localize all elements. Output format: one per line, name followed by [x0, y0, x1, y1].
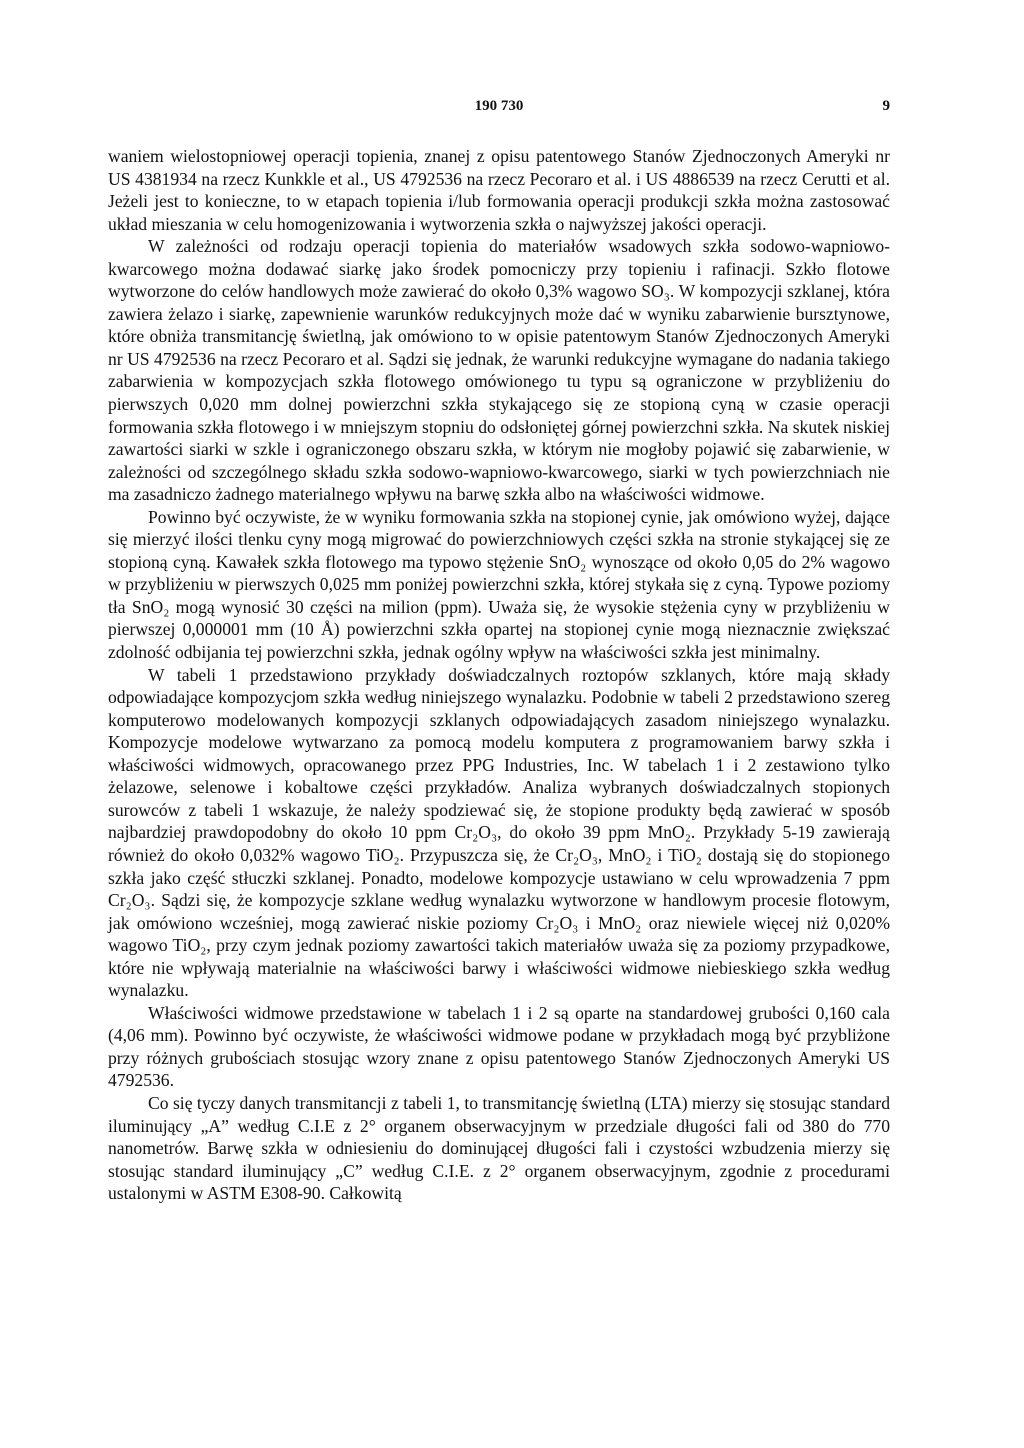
- paragraph: Właściwości widmowe przedstawione w tabelach 1 i 2 są oparte na standardowej grubości 0,160 cala (4,06 mm). Powinno być oczywiste, że właściwości widmowe podane w przykładach mogą być przybliżone przy różnych grubościach stosując wzory znane z opisu patentowego Stanów Zjednoczonych Ameryki US 4792536.: [108, 1002, 890, 1091]
- body-text: [108, 145, 890, 1205]
- paragraph: W tabeli 1 przedstawiono przykłady doświadczalnych roztopów szklanych, które mają składy odpowiadające kompozycjom szkła według niniejszego wynalazku. Podobnie w tabeli 2 przedstawiono szereg komputerowo modelowanych kompozycji szklanych odpowiadających zasadom niniejszego wynalazku. Kompozycje modelowe wytwarzano za pomocą modelu komputera z programowaniem barwy szkła i właściwości widmowych, opracowanego przez PPG Industries, Inc. W tabelach 1 i 2 zestawiono tylko żelazowe, selenowe i kobaltowe części przykładów. Analiza wybranych doświadczalnych stopionych surowców z tabeli 1 wskazuje, że należy spodziewać się, że stopione produkty będą zawierać w sposób najbardziej prawdopodobny do około 10 ppm Cr₂O₃, do około 39 ppm MnO₂. Przykłady 5-19 zawierają również do około 0,032% wagowo TiO₂. Przypuszcza się, że Cr₂O₃, MnO₂ i TiO₂ dostają się do stopionego szkła jako część stłuczki szklanej. Ponadto, modelowe kompozycje ustawiano w celu wprowadzenia 7 ppm Cr₂O₃. Sądzi się, że kompozycje szklane według wynalazku wytworzone w handlowym procesie flotowym, jak omówiono wcześniej, mogą zawierać niskie poziomy Cr₂O₃ i MnO₂ oraz niewiele więcej niż 0,020% wagowo TiO₂, przy czym jednak poziomy zawartości takich materiałów uważa się za poziomy przypadkowe, które nie wpływają materialnie na właściwości barwy i właściwości widmowe niebieskiego szkła według wynalazku.: [108, 664, 890, 1001]
- paragraph: Co się tyczy danych transmitancji z tabeli 1, to transmitancję świetlną (LTA) mierzy się stosując standard iluminujący „A” według C.I.E z 2° organem obserwacyjnym w przedziale długości fali od 380 do 770 nanometrów. Barwę szkła w odniesieniu do dominującej długości fali i czystości wzbudzenia mierzy się stosując standard iluminujący „C” według C.I.E. z 2° organem obserwacyjnym, zgodnie z procedurami ustalonymi w ASTM E308-90. Całkowitą: [108, 1092, 890, 1204]
- paragraph: W zależności od rodzaju operacji topienia do materiałów wsadowych szkła sodowo-wapniowo-kwarcowego można dodawać siarkę jako środek pomocniczy przy topieniu i rafinacji. Szkło flotowe wytworzone do celów handlowych może zawierać do około 0,3% wagowo SO₃. W kompozycji szklanej, która zawiera żelazo i siarkę, zapewnienie warunków redukcyjnych może dać w wyniku zabarwienie bursztynowe, które obniża transmitancję świetlną, jak omówiono to w opisie patentowym Stanów Zjednoczonych Ameryki nr US 4792536 na rzecz Pecoraro et al. Sądzi się jednak, że warunki redukcyjne wymagane do nadania takiego zabarwienia w kompozycjach szkła flotowego omówionego tu typu są ograniczone w przybliżeniu do pierwszych 0,020 mm dolnej powierzchni szkła stykającego się ze stopioną cyną w czasie operacji formowania szkła flotowego i w mniejszym stopniu do odsłoniętej górnej powierzchni szkła. Na skutek niskiej zawartości siarki w szkle i ograniczonego obszaru szkła, w którym nie mogłoby pojawić się zabarwienie, w zależności od szczególnego składu szkła sodowo-wapniowo-kwarcowego, siarki w tych powierzchniach nie ma zasadniczo żadnego materialnego wpływu na barwę szkła albo na właściwości widmowe.: [108, 236, 890, 505]
- page-number: 9: [882, 98, 890, 114]
- patent-number: 190 730: [474, 98, 524, 114]
- paragraph: waniem wielostopniowej operacji topienia, znanej z opisu patentowego Stanów Zjednoczonych Ameryki nr US 4381934 na rzecz Kunkkle et al., US 4792536 na rzecz Pecoraro et al. i US 4886539 na rzecz Cerutti et al. Jeżeli jest to konieczne, to w etapach topienia i/lub formowania operacji produkcji szkła można zastosować układ mieszania w celu homogenizowania i wytworzenia szkła o najwyższej jakości operacji.: [108, 146, 890, 234]
- paragraph: Powinno być oczywiste, że w wyniku formowania szkła na stopionej cynie, jak omówiono wyżej, dające się mierzyć ilości tlenku cyny mogą migrować do powierzchniowych części szkła na stronie stykającej się ze stopioną cyną. Kawałek szkła flotowego ma typowo stężenie SnO₂ wynoszące od około 0,05 do 2% wagowo w przybliżeniu w pierwszych 0,025 mm poniżej powierzchni szkła, której stykała się z cyną. Typowe poziomy tła SnO₂ mogą wynosić 30 części na milion (ppm). Uważa się, że wysokie stężenia cyny w przybliżeniu w pierwszej 0,000001 mm (10 Å) powierzchni szkła opartej na stopionej cynie mogą nieznacznie zwiększać zdolność odbijania tej powierzchni szkła, jednak ogólny wpływ na właściwości szkła jest minimalny.: [108, 506, 890, 663]
- page-header: [108, 98, 890, 118]
